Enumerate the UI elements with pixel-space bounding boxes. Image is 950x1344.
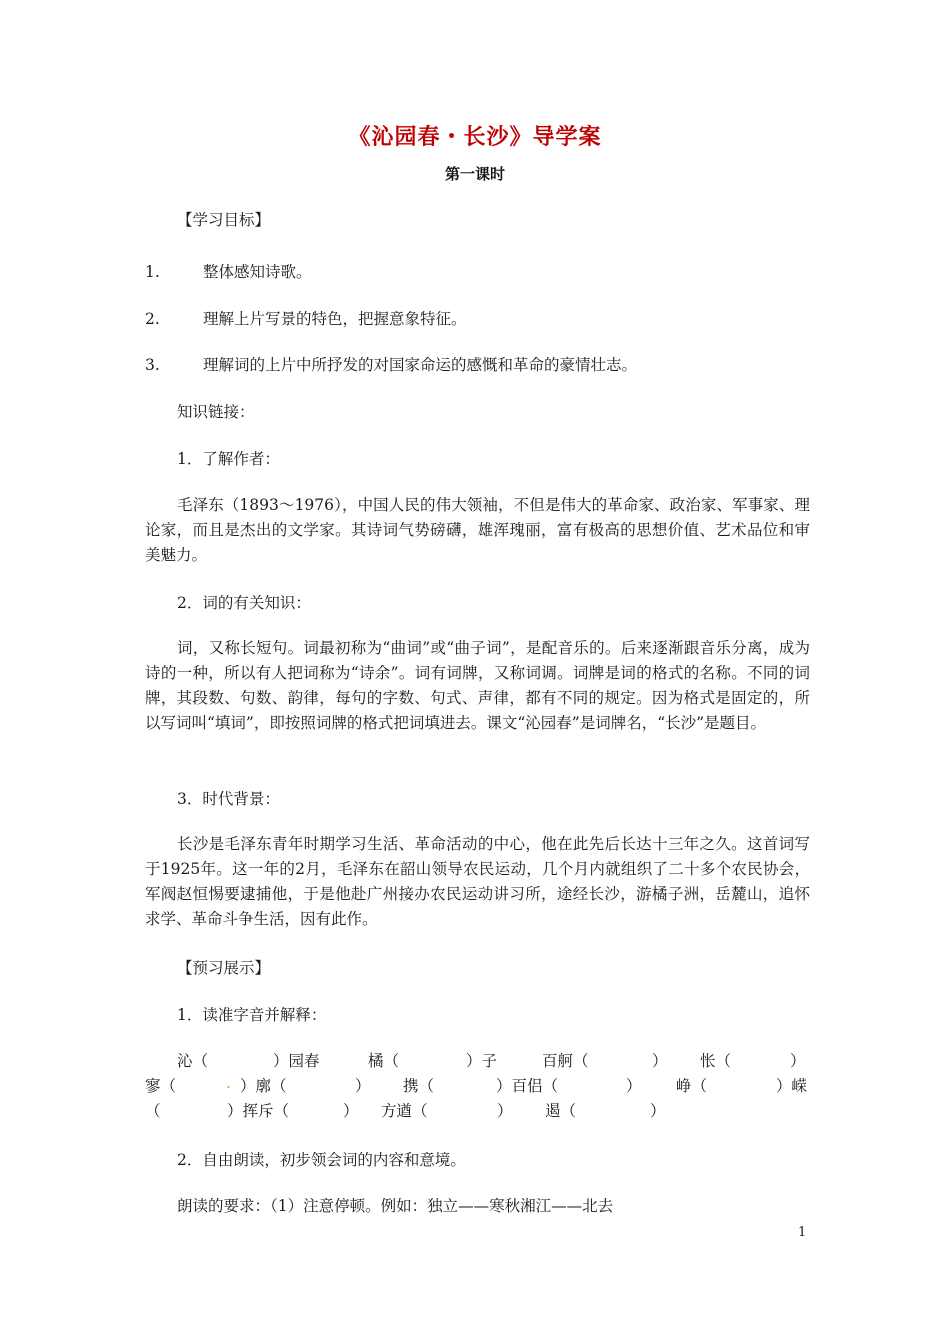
pron-char: ）子 bbox=[466, 1052, 498, 1070]
pron-char: ） bbox=[652, 1052, 668, 1070]
pron-char: ）百侣（ bbox=[496, 1077, 559, 1095]
pron-char: ）挥斥（ bbox=[227, 1102, 290, 1120]
k3-heading: 3．时代背景： bbox=[177, 790, 280, 808]
pron-char: ） bbox=[355, 1077, 371, 1095]
objective-number: 1. bbox=[145, 263, 160, 281]
objective-item bbox=[145, 260, 312, 282]
k1-paragraph: 毛泽东（1893～1976），中国人民的伟大领袖，不但是伟大的革命家、政治家、军事家、理论家，而且是杰出的文学家。其诗词气势磅礴，雄浑瑰丽，富有极高的思想价值、艺术品位和审美魅力。 bbox=[145, 496, 810, 564]
k1-heading: 1．了解作者： bbox=[177, 450, 280, 468]
pron-char: ） bbox=[626, 1077, 642, 1095]
pron-char: 沁（ bbox=[177, 1052, 209, 1070]
knowledge-heading: 知识链接： bbox=[177, 403, 255, 421]
pron-char: ）园春 bbox=[273, 1052, 320, 1070]
section-heading-objectives: 【学习目标】 bbox=[177, 211, 271, 229]
k3-paragraph: 长沙是毛泽东青年时期学习生活、革命活动的中心，他在此先后长达十三年之久。这首词写于1925年。这一年的2月，毛泽东在韶山领导农民运动，几个月内就组织了二十多个农民协会，军阀赵恒惕要逮捕他，于是他赴广州接办农民运动讲习所，途经长沙，游橘子洲，岳麓山，追怀求学、革命斗争生活，因有此作。 bbox=[145, 835, 810, 928]
pron-char: 峥（ bbox=[676, 1077, 708, 1095]
page-number: 1 bbox=[798, 1225, 807, 1240]
pron-char: ） bbox=[497, 1102, 513, 1120]
p1-heading: 1．读准字音并解释： bbox=[177, 1006, 327, 1024]
objective-number: 3. bbox=[145, 356, 160, 374]
k2-heading: 2．词的有关知识： bbox=[177, 594, 311, 612]
pron-char: 百舸（ bbox=[542, 1052, 589, 1070]
pron-char: 方遒（ bbox=[381, 1102, 428, 1120]
pron-char: ）廓（ bbox=[240, 1077, 287, 1095]
objective-text: 理解词的上片中所抒发的对国家命运的感慨和革命的豪情壮志。 bbox=[203, 356, 638, 374]
p2-heading: 2．自由朗读，初步领会词的内容和意境。 bbox=[177, 1151, 466, 1169]
pron-char: ） bbox=[790, 1052, 806, 1070]
pron-char: ） bbox=[343, 1102, 359, 1120]
section-heading-preview: 【预习展示】 bbox=[177, 959, 271, 977]
pron-char: 遏（ bbox=[545, 1102, 577, 1120]
p2-requirement: 朗读的要求：（1）注意停顿。例如：独立——寒秋湘江——北去 bbox=[177, 1197, 614, 1215]
objective-item bbox=[145, 307, 467, 329]
pron-char: 橘（ bbox=[368, 1052, 400, 1070]
dot-mark: . bbox=[226, 1074, 231, 1092]
pron-char: 怅（ bbox=[700, 1052, 732, 1070]
k2-paragraph: 词，又称长短句。词最初称为“曲词”或“曲子词”，是配音乐的。后来逐渐跟音乐分离，成为诗的一种，所以有人把词称为“诗余”。词有词牌，又称词调。词牌是词的格式的名称。不同的词牌，其段数、句数、韵律，每句的字数、句式、声律，都有不同的规定。因为格式是固定的，所以写词叫“填词”，即按照词牌的格式把词填进去。课文“沁园春”是词牌名，“长沙”是题目。 bbox=[145, 639, 810, 732]
pron-char: ）嵘 bbox=[776, 1077, 808, 1095]
objective-text: 整体感知诗歌。 bbox=[203, 263, 312, 281]
pron-char: 携（ bbox=[403, 1077, 435, 1095]
objective-text: 理解上片写景的特色，把握意象特征。 bbox=[203, 310, 467, 328]
page-title: 《沁园春・长沙》导学案 bbox=[348, 124, 602, 150]
pron-char: ） bbox=[650, 1102, 666, 1120]
objective-number: 2. bbox=[145, 310, 160, 328]
pron-char: （ bbox=[145, 1102, 161, 1120]
page-subtitle: 第一课时 bbox=[444, 165, 505, 183]
objective-item bbox=[145, 353, 637, 375]
pron-char: 寥（ bbox=[145, 1077, 177, 1095]
